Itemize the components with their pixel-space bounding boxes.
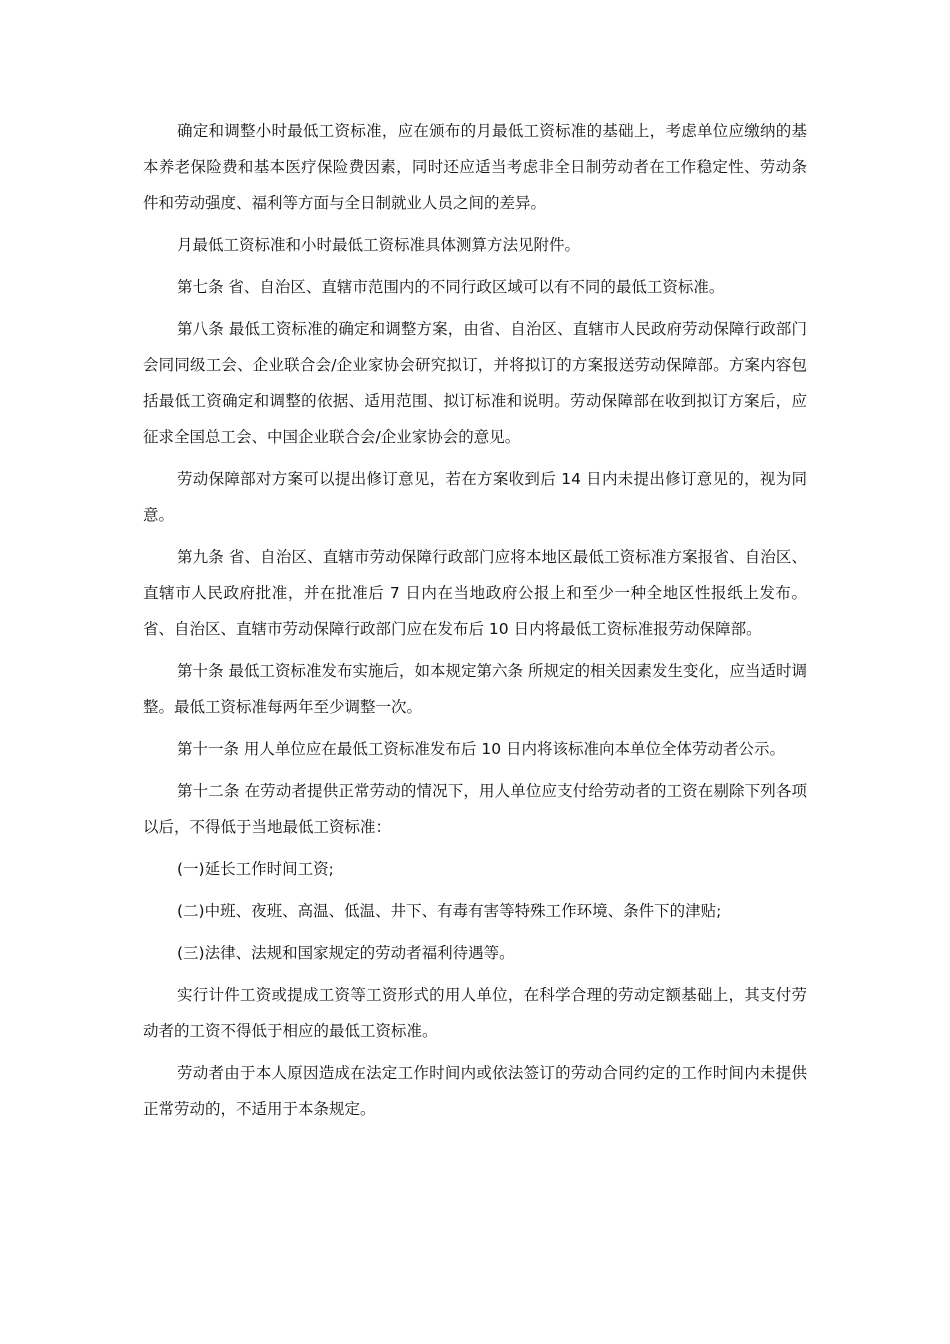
paragraph-exclusion: 劳动者由于本人原因造成在法定工作时间内或依法签订的劳动合同约定的工作时间内未提供正常劳动的，不适用于本条规定。 (143, 1064, 807, 1118)
paragraph-article-9: 第九条 省、自治区、直辖市劳动保障行政部门应将本地区最低工资标准方案报省、自治区、直辖市人民政府批准，并在批准后 7 日内在当地政府公报上和至少一种全地区性报纸上发布。省、自治区、直辖市劳动保障行政部门应在发布后 10 日内将最低工资标准报劳动保障部。 (143, 548, 807, 638)
list-item-welfare: (三)法律、法规和国家规定的劳动者福利待遇等。 (177, 944, 515, 962)
list-item-special-allowance: (二)中班、夜班、高温、低温、井下、有毒有害等特殊工作环境、条件下的津贴; (177, 902, 722, 920)
paragraph-article-12: 第十二条 在劳动者提供正常劳动的情况下，用人单位应支付给劳动者的工资在剔除下列各项以后，不得低于当地最低工资标准： (143, 782, 807, 836)
paragraph-piecework-wage: 实行计件工资或提成工资等工资形式的用人单位，在科学合理的劳动定额基础上，其支付劳动者的工资不得低于相应的最低工资标准。 (143, 986, 807, 1040)
paragraph-article-11: 第十一条 用人单位应在最低工资标准发布后 10 日内将该标准向本单位全体劳动者公示。 (177, 740, 786, 758)
list-item-overtime-pay: (一)延长工作时间工资; (177, 860, 334, 878)
paragraph-article-10: 第十条 最低工资标准发布实施后，如本规定第六条 所规定的相关因素发生变化，应当适时调整。最低工资标准每两年至少调整一次。 (143, 662, 807, 716)
paragraph-article-7: 第七条 省、自治区、直辖市范围内的不同行政区域可以有不同的最低工资标准。 (177, 278, 725, 296)
paragraph-hourly-wage: 确定和调整小时最低工资标准，应在颁布的月最低工资标准的基础上，考虑单位应缴纳的基本养老保险费和基本医疗保险费因素，同时还应适当考虑非全日制劳动者在工作稳定性、劳动条件和劳动强度、福利等方面与全日制就业人员之间的差异。 (143, 122, 807, 212)
paragraph-article-8: 第八条 最低工资标准的确定和调整方案，由省、自治区、直辖市人民政府劳动保障行政部门会同同级工会、企业联合会/企业家协会研究拟订，并将拟订的方案报送劳动保障部。方案内容包括最低工资确定和调整的依据、适用范围、拟订标准和说明。劳动保障部在收到拟订方案后，应征求全国总工会、中国企业联合会/企业家协会的意见。 (143, 320, 807, 446)
paragraph-calculation-method: 月最低工资标准和小时最低工资标准具体测算方法见附件。 (177, 236, 581, 254)
paragraph-revision-opinion: 劳动保障部对方案可以提出修订意见，若在方案收到后 14 日内未提出修订意见的，视为同意。 (143, 470, 807, 524)
document-body (143, 113, 807, 1127)
